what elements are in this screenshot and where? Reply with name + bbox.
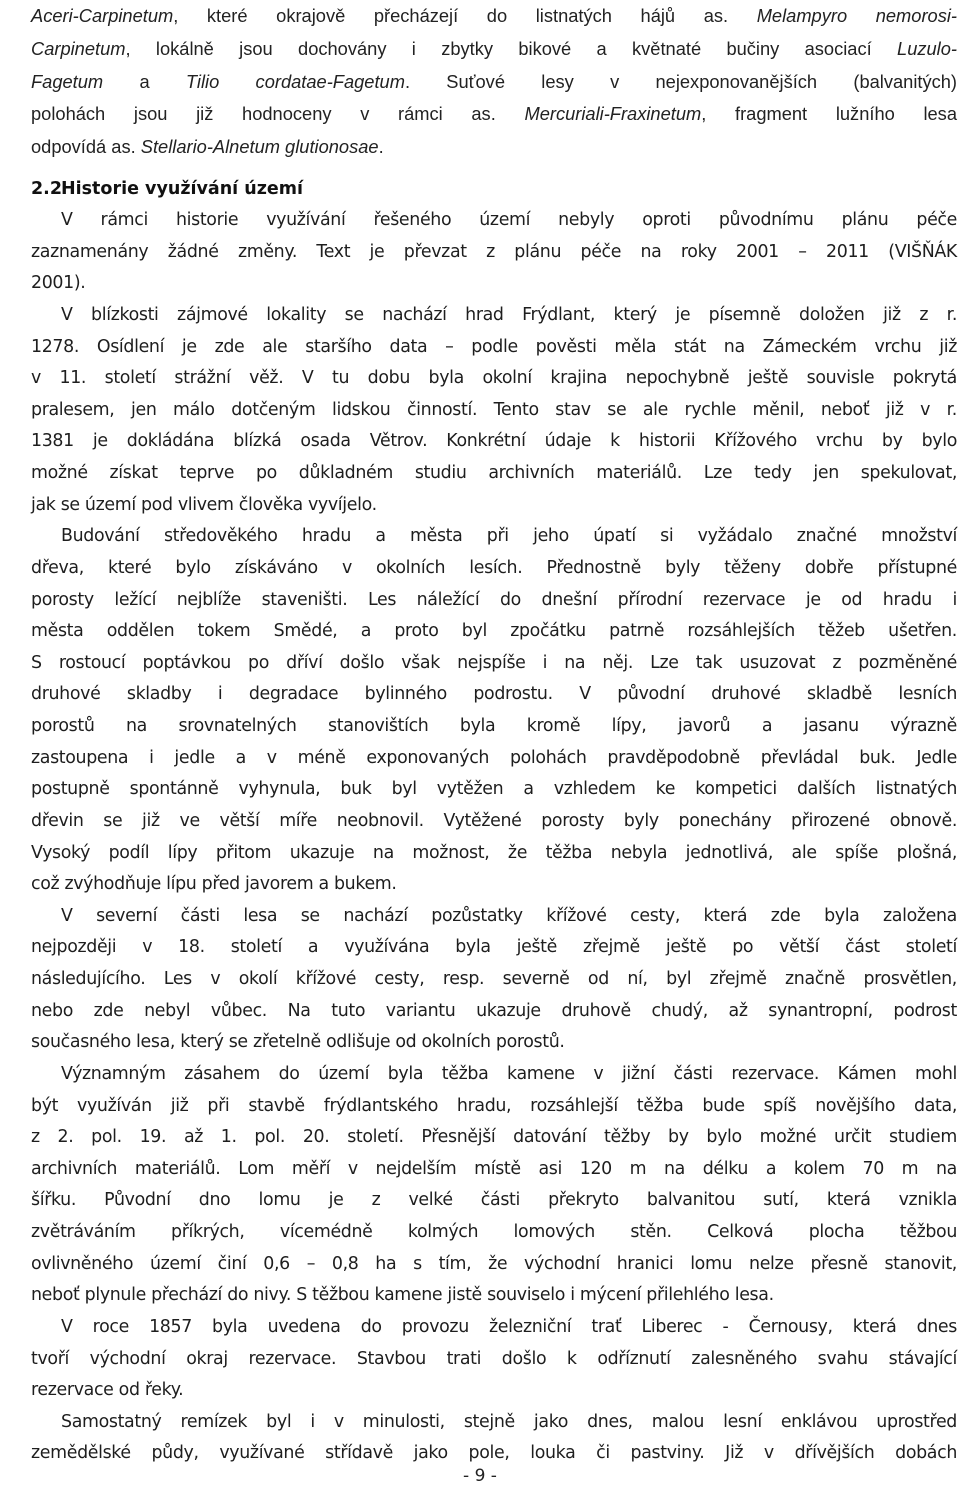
text-line: 1278. Osídlení je zde ale staršího data – podle pověsti měla stát na Zámeckém vrchu již	[31, 336, 957, 357]
taxon-name: Mercuriali-Fraxinetum	[524, 103, 702, 125]
intro-text-segment: , které okrajově přecházejí do listnatých hájů as.	[173, 5, 757, 26]
taxon-name: Carpinetum	[31, 37, 126, 59]
text-line: V blízkosti zájmové lokality se nachází hrad Frýdlant, který je písemně doložen již z r.	[61, 304, 957, 325]
section-title: Historie využívání území	[61, 179, 304, 199]
intro-text-segment: polohách jsou již hodnoceny v rámci as.	[31, 103, 525, 125]
text-line: porosty ležící nejblíže staveništi. Les náležící do dnešní přírodní rezervace je od hradu i	[31, 589, 957, 610]
text-line: z 2. pol. 19. až 1. pol. 20. století. Přesnější datování těžby by bylo možné určit studiem	[31, 1127, 957, 1148]
text-line: což zvýhodňuje lípu před javorem a bukem.	[31, 874, 397, 895]
text-line: následujícího. Les v okolí křížové cesty, resp. severně od ní, byl zřejmě značně prosvětlen,	[31, 969, 957, 989]
intro-text	[31, 0, 957, 164]
text-line: dřevin se již ve větší míře neobnovil. Vytěžené porosty byly ponechány přirozené obnově.	[31, 810, 957, 831]
text-line: Významným zásahem do území byla těžba kamene v jižní části rezervace. Kámen mohl	[61, 1063, 957, 1084]
text-line: být využíván již při stavbě frýdlantského hradu, rozsáhlejší těžba bude spíš novějšího data,	[31, 1095, 957, 1116]
intro-line	[31, 98, 957, 131]
text-line: Budování středověkého hradu a města při jeho úpatí si vyžádalo značné množství	[61, 526, 957, 547]
text-line: tvoří východní okraj rezervace. Stavbou trati došlo k odříznutí zalesněného svahu stávající	[31, 1348, 957, 1369]
page-number: - 9 -	[463, 1466, 497, 1486]
taxon-name: Luzulo-	[897, 37, 957, 59]
section-body	[31, 205, 957, 1470]
paragraph	[31, 1059, 957, 1312]
text-line: zvětráváním příkrých, vícemédně kolmých lomových stěn. Celková plocha těžbou	[31, 1222, 957, 1242]
text-line: ovlivněného území činí 0,6 – 0,8 ha s tím, že východní hranici lomu nelze přesně stanovit,	[31, 1253, 957, 1274]
text-line: V roce 1857 byla uvedena do provozu železniční trať Liberec - Černousy, která dnes	[61, 1316, 957, 1337]
text-line: zastoupena i jedle a v méně exponovaných polohách pravděpodobně převládal buk. Jedle	[31, 747, 957, 768]
text-line: porostů na srovnatelných stanovištích byla kromě lípy, javorů a jasanu výrazně	[31, 716, 957, 736]
text-line: neboť plynule přechází do nivy. S těžbou kamene jistě souviselo i mýcení přilehlého lesa.	[31, 1285, 774, 1306]
intro-line	[31, 131, 957, 164]
text-line: rezervace od řeky.	[31, 1380, 184, 1401]
text-line: Vysoký podíl lípy přitom ukazuje na možnost, že těžba nebyla jednotlivá, ale spíše plošná,	[31, 842, 957, 863]
intro-text-segment: , lokálně jsou dochovány i zbytky bikové a květnaté bučiny asociací	[125, 37, 898, 59]
paragraph	[31, 1407, 957, 1470]
text-line: zaznamenány žádné změny. Text je převzat z plánu péče na roky 2001 – 2011 (VIŠŇÁK	[31, 241, 957, 262]
intro-line	[31, 66, 957, 99]
text-line: 1381 je dokládána blízká osada Větrov. Konkrétní údaje k historii Křížového vrchu by bylo	[31, 431, 957, 452]
text-line: zemědělské půdy, využívané střídavě jako pole, louka či pastviny. Již v dřívějších dobách	[31, 1443, 957, 1464]
section-number: 2.2	[31, 179, 63, 199]
text-line: města oddělen tokem Smědé, a proto byl zpočátku patrně rozsáhlejších těžeb ušetřen.	[31, 621, 957, 642]
text-line: druhové skladby i degradace bylinného podrostu. V původní druhové skladbě lesních	[31, 684, 957, 705]
text-line: archivních materiálů. Lom měří v nejdelším místě asi 120 m na délku a kolem 70 m na	[31, 1158, 957, 1179]
section-heading	[31, 173, 931, 205]
text-line: V severní části lesa se nachází pozůstatky křížové cesty, která zde byla založena	[61, 905, 957, 926]
text-line: S rostoucí poptávkou po dříví došlo však nejspíše i na něj. Lze tak usuzovat z pozměněné	[31, 652, 957, 673]
intro-text-segment: .	[378, 136, 384, 158]
paragraph	[31, 205, 957, 300]
text-line: Samostatný remízek byl i v minulosti, stejně jako dnes, malou lesní enklávou uprostřed	[61, 1411, 957, 1432]
text-line: nejpozději v 18. století a využívána byla ještě zřejmě ještě po větší část století	[31, 937, 957, 958]
text-line: V rámci historie využívání řešeného území nebyly oproti původnímu plánu péče	[61, 210, 957, 230]
intro-text-segment: , fragment lužního lesa	[701, 103, 957, 125]
text-line: v 11. století strážní věž. V tu dobu byla okolní krajina nepochybně ještě souvisle pokrytá	[31, 368, 957, 389]
paragraph	[31, 1312, 957, 1407]
text-line: nebo zde nebyl vůbec. Na tuto variantu ukazuje druhově chudý, až synantropní, podrost	[31, 1000, 957, 1021]
intro-text-segment: odpovídá as.	[31, 136, 141, 158]
text-line: současného lesa, který se zřetelně odlišuje od okolních porostů.	[31, 1032, 565, 1053]
taxon-name: Stellario-Alnetum glutionosae	[140, 136, 379, 158]
taxon-name: Melampyro nemorosi-	[756, 5, 957, 26]
paragraph	[31, 901, 957, 1059]
text-line: 2001).	[31, 273, 86, 294]
intro-line	[31, 0, 957, 33]
taxon-name: Tilio cordatae-Fagetum	[185, 70, 405, 92]
text-line: dřeva, které bylo získáváno v okolních lesích. Přednostně byly těženy dobře přístupné	[31, 557, 957, 578]
text-line: možné získat teprve po důkladném studiu archivních materiálů. Lze tedy jen spekulovat,	[31, 463, 957, 483]
taxon-name: Fagetum	[31, 70, 104, 92]
paragraph	[31, 521, 957, 901]
text-line: postupně spontánně vyhynula, buk byl vytěžen a vzhledem ke kompetici dalších listnatých	[31, 779, 957, 800]
intro-line	[31, 33, 957, 66]
paragraph	[31, 300, 957, 521]
text-line: jak se území pod vlivem člověka vyvíjelo.	[31, 494, 377, 515]
text-line: šířku. Původní dno lomu je z velké části překryto balvanitou sutí, která vznikla	[31, 1190, 957, 1211]
taxon-name: Aceri-Carpinetum	[31, 5, 174, 26]
intro-text-segment: . Suťové lesy v nejexponovanějších (balvanitých)	[404, 70, 958, 92]
text-line: pralesem, jen málo dotčeným lidskou činností. Tento stav se ale rychle měnil, neboť již v r.	[31, 399, 957, 420]
intro-text-segment: a	[103, 70, 186, 92]
